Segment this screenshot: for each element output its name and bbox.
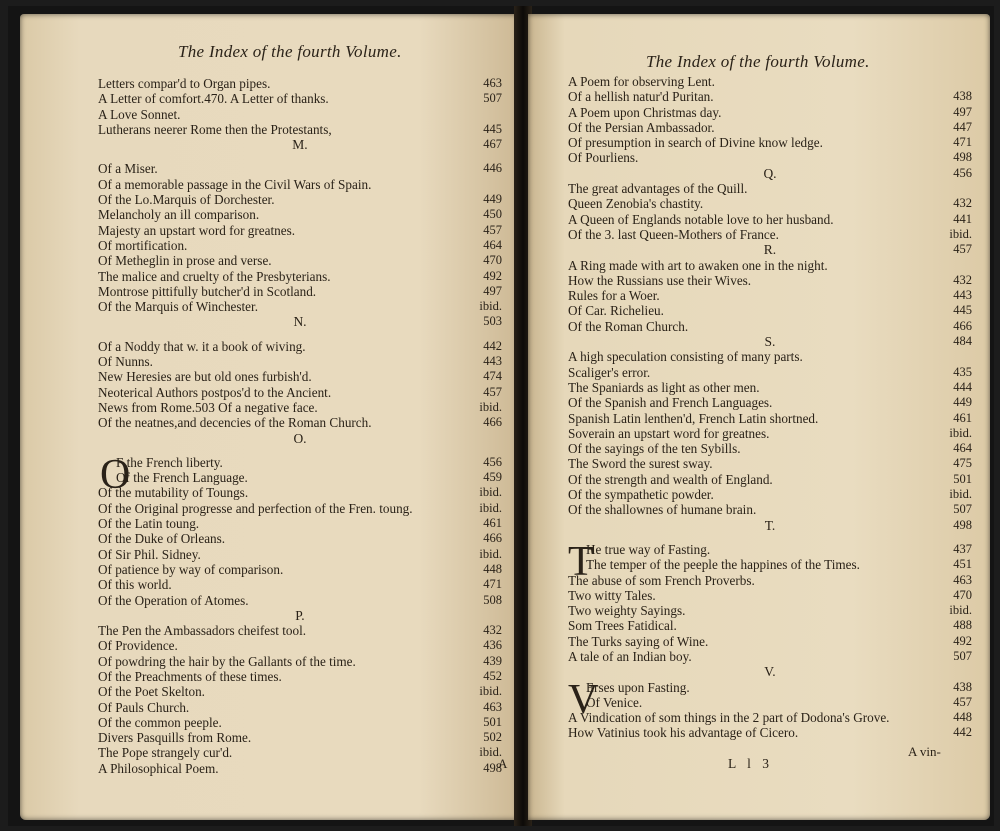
entry-text: Erses upon Fasting. — [586, 679, 690, 695]
index-entry — [98, 107, 502, 122]
page-number: 501 — [953, 471, 972, 486]
index-entry — [98, 400, 502, 415]
entry-text: Som Trees Fatidical. — [568, 618, 677, 634]
running-head: The Index of the fourth Volume. — [646, 52, 870, 71]
index-entry — [568, 120, 972, 135]
section-letter-text: N. — [293, 314, 307, 330]
entry-text: A Love Sonnet. — [98, 106, 181, 122]
index-entry — [568, 89, 972, 104]
entry-text: The temper of the peeple the happines of the Times. — [586, 557, 860, 573]
entry-text: Of the French Language. — [116, 470, 248, 486]
page-number: 461 — [953, 410, 972, 425]
entry-text: A Poem upon Christmas day. — [568, 104, 722, 120]
entry-text: The Pope strangely cur'd. — [98, 745, 233, 761]
page-number: 498 — [483, 760, 502, 775]
page-number: ibid. — [479, 399, 502, 414]
entry-text: Of the 3. last Queen-Mothers of France. — [568, 226, 779, 242]
page-number: 503 — [483, 314, 502, 329]
page-number: 456 — [483, 454, 502, 469]
page-number: 457 — [483, 384, 502, 399]
index-entry — [98, 501, 502, 516]
page-number: 449 — [953, 395, 972, 410]
entry-text: Of Car. Richelieu. — [568, 303, 664, 319]
page-number: 507 — [953, 502, 972, 517]
index-entry — [98, 470, 502, 485]
page-number: 445 — [953, 303, 972, 318]
entry-text: Of the neatnes,and decencies of the Roman Church. — [98, 415, 372, 431]
index-entry — [98, 91, 502, 106]
entry-text: Of the sayings of the ten Sybills. — [568, 441, 741, 457]
index-entry — [568, 135, 972, 150]
index-entry — [98, 76, 502, 91]
page-number: 507 — [483, 91, 502, 106]
page-number: 498 — [953, 517, 972, 532]
page-number: 435 — [953, 364, 972, 379]
page-number: 461 — [483, 516, 502, 531]
page-number: ibid. — [949, 425, 972, 440]
index-entry — [568, 487, 972, 502]
index-entry — [98, 547, 502, 562]
index-entry — [98, 730, 502, 745]
index-entry — [98, 485, 502, 500]
page-number: ibid. — [949, 603, 972, 618]
section-letter — [98, 137, 502, 152]
left-page — [20, 14, 518, 820]
index-entry — [98, 284, 502, 299]
index-entry — [98, 354, 502, 369]
entry-text: Of Providence. — [98, 638, 178, 654]
index-entries — [568, 74, 972, 741]
entry-text: A Philosophical Poem. — [98, 760, 219, 776]
entry-text: Of a hellish natur'd Puritan. — [568, 89, 714, 105]
entry-text: Of the Spanish and French Languages. — [568, 395, 773, 411]
page-number: 432 — [953, 196, 972, 211]
page-number: 448 — [483, 561, 502, 576]
entry-text: Divers Pasquills from Rome. — [98, 730, 252, 746]
entry-text: A high speculation consisting of many parts. — [568, 349, 803, 365]
page-number: 432 — [953, 272, 972, 287]
index-entry — [568, 710, 972, 725]
index-entry — [98, 269, 502, 284]
catchword: A — [498, 756, 508, 771]
spacer — [98, 330, 502, 339]
page-number: 451 — [953, 557, 972, 572]
spacer — [568, 533, 972, 542]
entry-text: The abuse of som French Proverbs. — [568, 572, 755, 588]
drop-capital: T — [568, 538, 594, 585]
index-entry — [568, 395, 972, 410]
page-number: 444 — [953, 379, 972, 394]
index-entry — [98, 700, 502, 715]
page-number: 474 — [483, 369, 502, 384]
entry-text: The Pen the Ambassadors cheifest tool. — [98, 623, 307, 639]
page-number: 437 — [953, 541, 972, 556]
index-entry — [98, 669, 502, 684]
page-number: 470 — [483, 253, 502, 268]
page-number: ibid. — [479, 485, 502, 500]
entry-text: The Spaniards as light as other men. — [568, 379, 760, 395]
index-entry — [568, 258, 972, 273]
page-number: ibid. — [479, 299, 502, 314]
entry-text: Of the shallownes of humane brain. — [568, 502, 757, 518]
page-number: 484 — [953, 334, 972, 349]
index-entry — [568, 502, 972, 517]
entry-text: Of the Preachments of these times. — [98, 668, 282, 684]
index-entry — [98, 577, 502, 592]
entry-text: Letters compar'd to Organ pipes. — [98, 76, 271, 91]
page-number: 463 — [953, 572, 972, 587]
entry-text: A Vindication of som things in the 2 part of Dodona's Grove. — [568, 710, 890, 726]
index-entry — [568, 426, 972, 441]
entry-text: The malice and cruelty of the Presbyterians. — [98, 268, 331, 284]
entry-text: Of Venice. — [586, 694, 643, 710]
index-entry — [568, 303, 972, 318]
section-letter-text: M. — [292, 137, 308, 153]
index-entry — [568, 273, 972, 288]
entry-text: F the French liberty. — [116, 454, 223, 470]
entry-text: Of the sympathetic powder. — [568, 487, 714, 503]
entry-text: Of Pauls Church. — [98, 699, 190, 715]
entry-text: A Letter of comfort.470. A Letter of thanks. — [98, 91, 329, 107]
page-number: 466 — [953, 318, 972, 333]
index-entry — [98, 623, 502, 638]
index-entry — [98, 339, 502, 354]
section-letter — [568, 242, 972, 257]
right-page — [528, 14, 990, 820]
entry-text: A Queen of Englands notable love to her husband. — [568, 211, 834, 227]
index-entry — [98, 638, 502, 653]
page-number: 464 — [483, 237, 502, 252]
entry-text: Rules for a Woer. — [568, 288, 660, 304]
entry-text: Of the Poet Skelton. — [98, 684, 205, 700]
section-letter — [568, 166, 972, 181]
index-entry — [98, 654, 502, 669]
page-number: 471 — [953, 135, 972, 150]
entry-text: Of patience by way of comparison. — [98, 561, 284, 577]
page-number: 456 — [953, 165, 972, 180]
index-entry — [98, 745, 502, 760]
running-head: The Index of the fourth Volume. — [178, 42, 402, 61]
entry-text: Of presumption in search of Divine know ledge. — [568, 135, 823, 151]
index-entry — [98, 207, 502, 222]
page-number: 466 — [483, 531, 502, 546]
page-number: 436 — [483, 638, 502, 653]
entry-text: Neoterical Authors postpos'd to the Ancient. — [98, 384, 332, 400]
entry-text: Spanish Latin lenthen'd, French Latin shortned. — [568, 410, 819, 426]
entry-text: How Vatinius took his advantage of Cicero. — [568, 725, 799, 741]
index-entry — [98, 161, 502, 176]
index-entry — [98, 715, 502, 730]
index-entry — [98, 385, 502, 400]
page-number: 501 — [483, 714, 502, 729]
index-entry — [568, 150, 972, 165]
index-entry — [568, 181, 972, 196]
section-letter — [568, 518, 972, 533]
index-entry — [98, 299, 502, 314]
entry-text: The Sword the surest sway. — [568, 456, 713, 472]
page-number: 442 — [953, 725, 972, 740]
index-entry — [98, 516, 502, 531]
index-entry — [98, 369, 502, 384]
page-number: 492 — [953, 633, 972, 648]
entry-text: Of the Lo.Marquis of Dorchester. — [98, 192, 275, 208]
section-letter-text: Q. — [763, 165, 777, 181]
page-number: 498 — [953, 150, 972, 165]
index-entry — [98, 562, 502, 577]
entry-text: New Heresies are but old ones furbish'd. — [98, 369, 312, 385]
entry-text: Of the Original progresse and perfection of the Fren. toung. — [98, 500, 413, 516]
index-entry — [568, 288, 972, 303]
entry-text: Montrose pittifully butcher'd in Scotland. — [98, 283, 317, 299]
page-number: 442 — [483, 338, 502, 353]
page-number: 471 — [483, 577, 502, 592]
index-entry — [98, 593, 502, 608]
page-number: 443 — [953, 288, 972, 303]
index-entry — [568, 411, 972, 426]
entry-text: Lutherans neerer Rome then the Protestants, — [98, 121, 332, 137]
section-letter-text: V. — [764, 664, 776, 680]
entry-text: Two weighty Sayings. — [568, 603, 686, 619]
index-entry — [568, 649, 972, 664]
entry-text: A Poem for observing Lent. — [568, 74, 715, 89]
page-number: 457 — [953, 694, 972, 709]
page-number: ibid. — [479, 684, 502, 699]
index-entry — [568, 634, 972, 649]
page-number: ibid. — [949, 226, 972, 241]
page-number: 438 — [953, 89, 972, 104]
index-entry — [568, 603, 972, 618]
index-entry — [568, 365, 972, 380]
index-entry — [568, 456, 972, 471]
page-number: 470 — [953, 587, 972, 602]
entry-text: Of the Roman Church. — [568, 318, 689, 334]
index-entry — [98, 415, 502, 430]
index-entry — [568, 695, 972, 710]
page-number: 432 — [483, 623, 502, 638]
page-number: 439 — [483, 653, 502, 668]
spacer — [98, 152, 502, 161]
section-letter — [98, 431, 502, 446]
index-entry — [568, 618, 972, 633]
page-number: 464 — [953, 441, 972, 456]
page-number: 497 — [953, 104, 972, 119]
entry-text: Of the Duke of Orleans. — [98, 531, 226, 547]
entry-text: The great advantages of the Quill. — [568, 181, 748, 197]
entry-text: Of Nunns. — [98, 354, 153, 370]
page-number: 463 — [483, 76, 502, 90]
page-number: 443 — [483, 354, 502, 369]
section-letter — [568, 334, 972, 349]
index-entry — [568, 588, 972, 603]
page-number: 438 — [953, 679, 972, 694]
entry-text: Majesty an upstart word for greatnes. — [98, 222, 296, 238]
entry-text: Of the Persian Ambassador. — [568, 119, 715, 135]
page-number: 508 — [483, 592, 502, 607]
page-number: 457 — [953, 242, 972, 257]
page-number: 446 — [483, 161, 502, 176]
catchword: A vin- — [908, 744, 941, 759]
page-number: 497 — [483, 283, 502, 298]
index-entry — [98, 192, 502, 207]
entry-text: Of the strength and wealth of England. — [568, 471, 773, 487]
page-number: ibid. — [479, 546, 502, 561]
index-entry — [98, 684, 502, 699]
entry-text: Of the common peeple. — [98, 714, 222, 730]
index-entries — [98, 76, 502, 776]
page-number: 502 — [483, 730, 502, 745]
page-number: 467 — [483, 137, 502, 152]
page-number: 445 — [483, 121, 502, 136]
page-number: 447 — [953, 119, 972, 134]
entry-text: Queen Zenobia's chastity. — [568, 196, 704, 212]
page-number: 463 — [483, 699, 502, 714]
entry-text: Of a memorable passage in the Civil Wars of Spain. — [98, 176, 372, 192]
index-entry — [568, 573, 972, 588]
index-entry — [568, 557, 972, 572]
section-letter — [98, 314, 502, 329]
index-entry — [568, 105, 972, 120]
page-number: 466 — [483, 415, 502, 430]
index-entry — [568, 349, 972, 364]
section-letter-text: P. — [295, 607, 305, 623]
index-entry — [568, 74, 972, 89]
page-number: 507 — [953, 648, 972, 663]
entry-text: Scaliger's error. — [568, 364, 651, 380]
entry-text: How the Russians use their Wives. — [568, 272, 752, 288]
entry-text: Of Pourliens. — [568, 150, 639, 166]
index-entry — [98, 122, 502, 137]
entry-text: Two witty Tales. — [568, 587, 656, 603]
entry-text: A Ring made with art to awaken one in the night. — [568, 257, 828, 273]
entry-text: Of the Operation of Atomes. — [98, 592, 249, 608]
index-entry — [568, 227, 972, 242]
section-letter-text: O. — [293, 430, 307, 446]
entry-text: Soverain an upstart word for greatnes. — [568, 425, 770, 441]
page-number: 488 — [953, 618, 972, 633]
page-number: ibid. — [479, 745, 502, 760]
index-entry — [568, 441, 972, 456]
spacer — [98, 446, 502, 455]
page-number: ibid. — [479, 500, 502, 515]
entry-text: Of powdring the hair by the Gallants of the time. — [98, 653, 356, 669]
drop-capital: O — [100, 451, 131, 498]
index-entry — [98, 531, 502, 546]
index-entry — [568, 196, 972, 211]
page-number: 457 — [483, 222, 502, 237]
open-book — [8, 6, 994, 826]
entry-text: News from Rome.503 Of a negative face. — [98, 399, 318, 415]
entry-text: Of a Miser. — [98, 161, 158, 177]
index-entry — [98, 761, 502, 776]
section-letter-text: T. — [764, 517, 776, 533]
page-number: 448 — [953, 710, 972, 725]
page-number: 452 — [483, 668, 502, 683]
signature-mark: L l 3 — [728, 756, 773, 771]
entry-text: He true way of Fasting. — [586, 541, 711, 557]
page-number: 441 — [953, 211, 972, 226]
entry-text: Of Metheglin in prose and verse. — [98, 253, 272, 269]
entry-text: Of this world. — [98, 577, 172, 593]
page-number: 459 — [483, 470, 502, 485]
entry-text: Of mortification. — [98, 237, 188, 253]
section-letter-text: R. — [763, 242, 777, 258]
index-entry — [98, 238, 502, 253]
page-number: 475 — [953, 456, 972, 471]
drop-capital: V — [568, 676, 599, 723]
section-letter-text: S. — [764, 334, 776, 350]
index-entry — [568, 319, 972, 334]
index-entry — [568, 725, 972, 740]
entry-text: A tale of an Indian boy. — [568, 648, 692, 664]
index-entry — [568, 212, 972, 227]
index-entry — [568, 472, 972, 487]
page-number: 450 — [483, 207, 502, 222]
page-number: 492 — [483, 268, 502, 283]
page-number: 449 — [483, 192, 502, 207]
entry-text: Of a Noddy that w. it a book of wiving. — [98, 338, 306, 354]
page-number: ibid. — [949, 487, 972, 502]
entry-text: Melancholy an ill comparison. — [98, 207, 260, 223]
entry-text: The Turks saying of Wine. — [568, 633, 709, 649]
entry-text: Of the Latin toung. — [98, 516, 200, 532]
index-entry — [98, 223, 502, 238]
index-entry — [98, 177, 502, 192]
entry-text: Of Sir Phil. Sidney. — [98, 546, 201, 562]
entry-text: Of the mutability of Toungs. — [98, 485, 249, 501]
index-entry — [568, 380, 972, 395]
index-entry — [98, 253, 502, 268]
entry-text: Of the Marquis of Winchester. — [98, 299, 259, 315]
section-letter — [568, 664, 972, 679]
section-letter — [98, 608, 502, 623]
